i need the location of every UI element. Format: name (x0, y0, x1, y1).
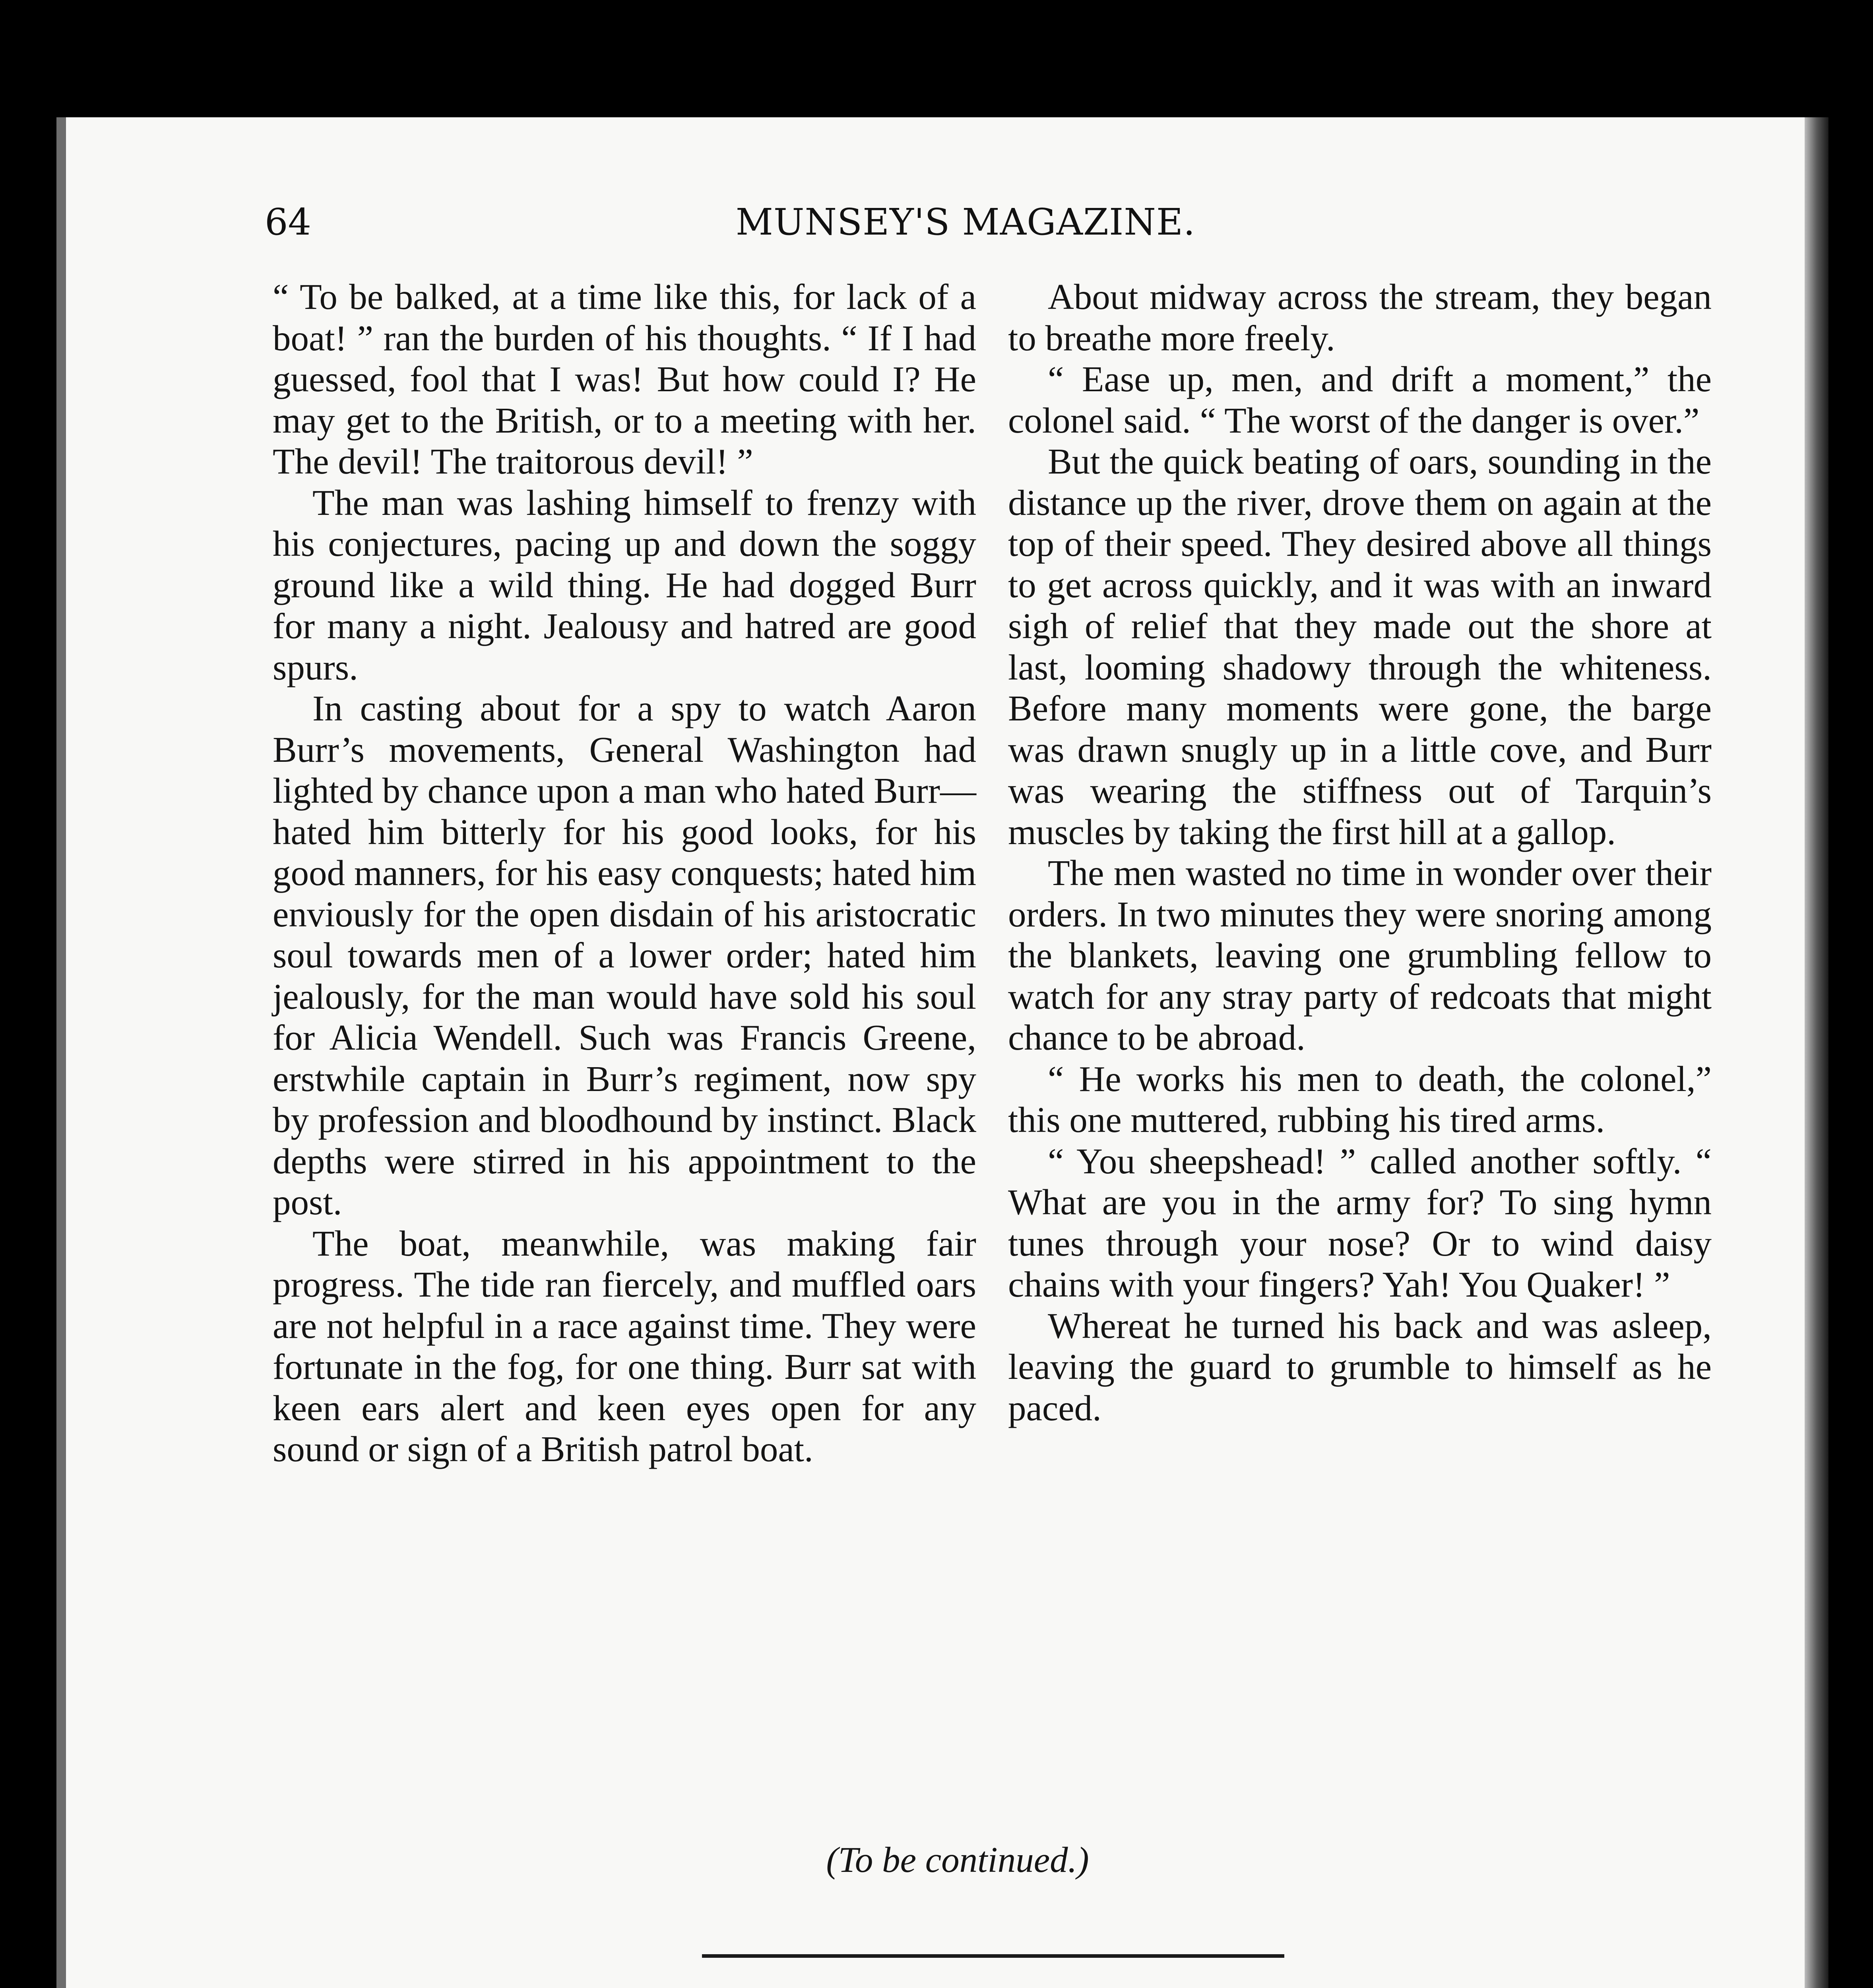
paragraph: The boat, meanwhile, was making fair progress. The tide ran fiercely, and muffled oars are not helpful in a race against time. They were fortunate in the fog, for one thing. Burr sat with keen ears alert and keen eyes open for any sound or sign of a British patrol boat. (273, 1223, 976, 1469)
paragraph: Whereat he turned his back and was asleep, leaving the guard to grumble to himself as he paced. (1008, 1305, 1712, 1428)
magazine-page (56, 117, 1813, 1988)
paragraph: In casting about for a spy to watch Aaron Burr’s movements, General Washington had lighted by chance upon a man who hated Burr—hated him bitterly for his good looks, for his good manners, for his easy conquests; hated him enviously for the open disdain of his aristocratic soul towards men of a lower order; hated him jealously, for the man would have sold his soul for Alicia Wendell. Such was Francis Greene, erstwhile captain in Burr’s regiment, now spy by profession and bloodhound by instinct. Black depths were stirred in his appointment to the post. (273, 688, 976, 1222)
to-be-continued: (To be continued.) (826, 1840, 1089, 1880)
page-number: 64 (265, 201, 312, 243)
page-header (66, 201, 1813, 248)
right-column (1008, 276, 1712, 1429)
section-divider (702, 1954, 1284, 1958)
page-edge-shadow (1805, 117, 1828, 1988)
running-head: MUNSEY'S MAGAZINE. (735, 201, 1196, 243)
paragraph: But the quick beating of oars, sounding in the distance up the river, drove them on again at the top of their speed. They desired above all things to get across quickly, and it was with an inward sigh of relief that they made out the shore at last, looming shadowy through the whiteness. Before many moments were gone, the barge was drawn snugly up in a little cove, and Burr was wearing the stiffness out of Tarquin’s muscles by taking the first hill at a gallop. (1008, 441, 1712, 852)
paragraph: “ He works his men to death, the colonel,” this one muttered, rubbing his tired arms. (1008, 1058, 1712, 1140)
paragraph: About midway across the stream, they began to breathe more freely. (1008, 277, 1712, 358)
paragraph: “ Ease up, men, and drift a moment,” the colonel said. “ The worst of the danger is over.” (1008, 359, 1712, 441)
paragraph: “ You sheepshead! ” called another softly. “ What are you in the army for? To sing hymn tunes through your nose? Or to wind daisy chains with your fingers? Yah! You Quaker! ” (1008, 1141, 1712, 1305)
left-column (273, 276, 976, 1470)
paragraph: “ To be balked, at a time like this, for lack of a boat! ” ran the burden of his thoughts. “ If I had guessed, fool that I was! But how could I? He may get to the British, or to a meeting with her. The devil! The traitorous devil! ” (273, 277, 976, 481)
paragraph: The men wasted no time in wonder over their orders. In two minutes they were snoring among the blankets, leaving one grumbling fellow to watch for any stray party of redcoats that might chance to be abroad. (1008, 853, 1712, 1058)
paragraph: The man was lashing himself to frenzy with his conjectures, pacing up and down the soggy ground like a wild thing. He had dogged Burr for many a night. Jealousy and hatred are good spurs. (273, 482, 976, 687)
